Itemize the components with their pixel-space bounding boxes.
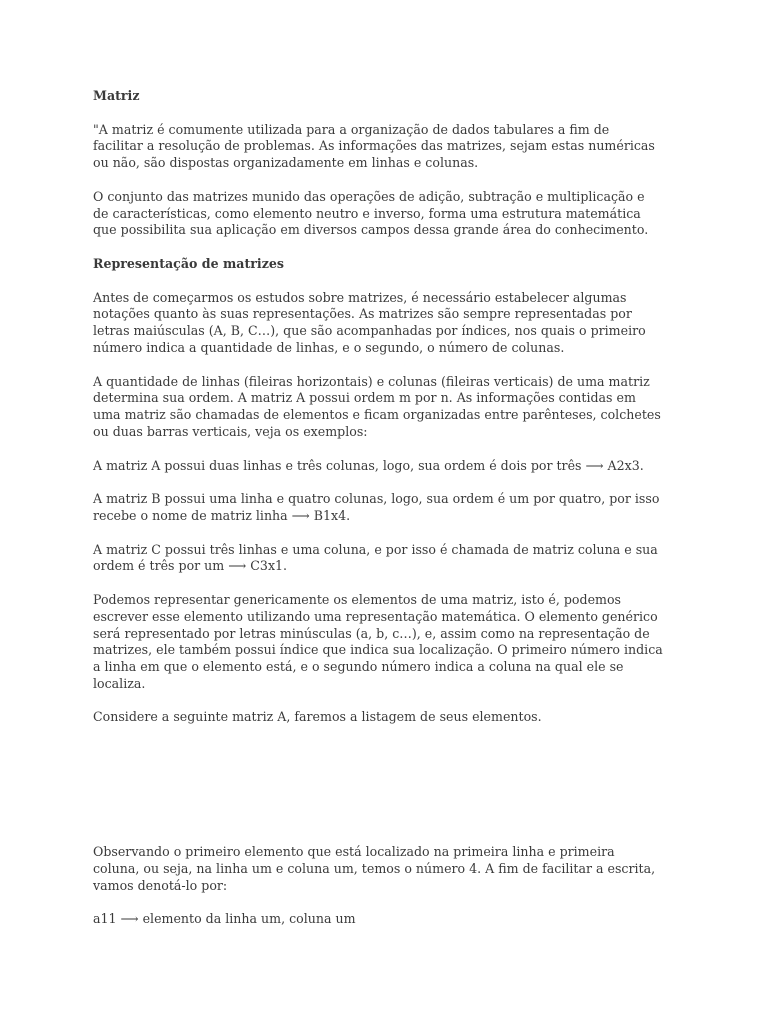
intro-paragraph-2: O conjunto das matrizes munido das operações de adição, subtração e multiplicação e de características, como elemento neutro e inverso, forma uma estrutura matemática que possibilita sua aplicação em diversos campos dessa grande área do conhecimento. (93, 188, 649, 238)
order-paragraph: A quantidade de linhas (fileiras horizontais) e colunas (fileiras verticais) de uma matriz determina sua ordem. A matriz A possui ordem m por n. As informações contidas em uma matriz são chamadas de elementos e ficam organizadas entre parênteses, colchetes ou duas barras verticais, veja os exemplos: (93, 373, 661, 439)
example-matrix-c: A matriz C possui três linhas e uma coluna, e por isso é chamada de matriz coluna e sua ordem é três por um ⟶ C3x1. (93, 541, 658, 574)
consider-matrix-paragraph: Considere a seguinte matriz A, faremos a listagem de seus elementos. (93, 709, 542, 725)
generic-element-paragraph: Podemos representar genericamente os elementos de uma matriz, isto é, podemos escrever esse elemento utilizando uma representação matemática. O elemento genérico será representado por letras minúsculas (a, b, c…), e, assim como na representação de matrizes, ele também possui índice que indica sua localização. O primeiro número indica a linha em que o elemento está, e o segundo número indica a coluna na qual ele se localiza. (93, 591, 663, 691)
intro-quote-paragraph: "A matriz é comumente utilizada para a organização de dados tabulares a fim de facilitar a resolução de problemas. As informações das matrizes, sejam estas numéricas ou não, são dispostas organizadamente em linhas e colunas. (93, 121, 655, 171)
document-title: Matriz (93, 88, 140, 103)
example-matrix-b: A matriz B possui uma linha e quatro colunas, logo, sua ordem é um por quatro, por isso recebe o nome de matriz linha ⟶ B1x4. (93, 491, 660, 523)
element-notation-line: a11 ⟶ elemento da linha um, coluna um (93, 911, 356, 927)
first-element-paragraph: Observando o primeiro elemento que está localizado na primeira linha e primeira coluna, ou seja, na linha um e coluna um, temos o número 4. A fim de facilitar a escrita, vamos denotá-lo por: (93, 844, 656, 893)
document-page (93, 88, 663, 928)
section-title: Representação de matrizes (93, 255, 284, 271)
example-matrix-a: A matriz A possui duas linhas e três colunas, logo, sua ordem é dois por três ⟶ A2x3. (93, 457, 644, 473)
notation-paragraph: Antes de começarmos os estudos sobre matrizes, é necessário estabelecer algumas notações quanto às suas representações. As matrizes são sempre representadas por letras maiúsculas (A, B, C…), que são acompanhadas por índices, nos quais o primeiro número indica a quantidade de linhas, e o segundo, o número de colunas. (93, 289, 646, 355)
